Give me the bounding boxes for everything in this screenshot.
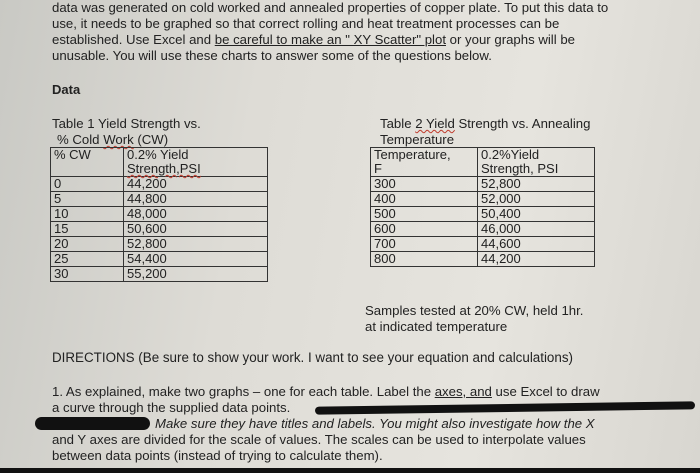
table1-yield-cell: 48,000	[124, 207, 268, 222]
table2-header-row	[371, 148, 595, 177]
table2-col2-header-line-2: Strength, PSI	[481, 161, 559, 176]
directions-item1-part-c: use Excel to draw	[491, 384, 600, 399]
table-row	[51, 267, 268, 282]
intro-line-2: use, it needs to be graphed so that correct rolling and heat treatment processes can be	[52, 16, 560, 31]
table1-cw-cell: 15	[51, 222, 124, 237]
table2-temp-cell: 300	[371, 177, 478, 192]
table1-title-part-c: (CW)	[133, 132, 169, 147]
table2-yield-cell: 52,800	[478, 177, 595, 192]
directions-item1-part-a: 1. As explained, make two graphs – one for each table. Label the	[52, 384, 435, 399]
table1-yield-cell: 54,400	[124, 252, 268, 267]
table2-temp-cell: 700	[371, 237, 478, 252]
table1-yield-cell: 55,200	[124, 267, 268, 282]
table1-cw-cell: 20	[51, 237, 124, 252]
redaction-marker-1	[315, 401, 695, 414]
directions-item1-line-4: and Y axes are divided for the scale of values. The scales can be used to interpolate values	[52, 432, 586, 447]
table2-col2-header	[478, 148, 595, 177]
table-row	[371, 207, 595, 222]
table1-cw-cell: 0	[51, 177, 124, 192]
table1-title-line-2	[57, 132, 168, 148]
table2-yield-cell: 44,200	[478, 252, 595, 267]
table2-note-line-1: Samples tested at 20% CW, held 1hr.	[365, 303, 584, 318]
table2-temp-cell: 400	[371, 192, 478, 207]
table-row	[51, 177, 268, 192]
table-row	[51, 252, 268, 267]
table1-yield-cell: 44,200	[124, 177, 268, 192]
table1-col2-header	[124, 148, 268, 177]
bottom-edge-shadow	[0, 468, 700, 473]
table2-title-line-1	[380, 116, 590, 132]
table2-title-part-b: 2 Yield	[415, 116, 455, 131]
intro-line-3	[52, 32, 575, 48]
table-row	[371, 192, 595, 207]
table-row	[371, 252, 595, 267]
table1-cw-cell: 5	[51, 192, 124, 207]
directions-item1-line-2: a curve through the supplied data points.	[52, 400, 291, 415]
table2-yield-cell: 44,600	[478, 237, 595, 252]
table2-yield-cell: 46,000	[478, 222, 595, 237]
table1-cw-cell: 25	[51, 252, 124, 267]
table1-title-part-a: % Cold	[57, 132, 104, 147]
intro-line-4: unusable. You will use these charts to answer some of the questions below.	[52, 48, 492, 63]
table2-col2-header-line-1: 0.2%Yield	[481, 147, 540, 162]
table1-col1-header: % CW	[51, 148, 124, 177]
table1-title-line-1: Table 1 Yield Strength vs.	[52, 116, 201, 131]
table2-yield-cell: 52,000	[478, 192, 595, 207]
table1-cw-cell: 30	[51, 267, 124, 282]
table2-temp-cell: 800	[371, 252, 478, 267]
redaction-marker-2	[35, 417, 150, 430]
table-row	[371, 237, 595, 252]
data-heading: Data	[52, 82, 81, 97]
intro-line-1: data was generated on cold worked and annealed properties of copper plate. To put this data to	[52, 0, 609, 15]
table1-yield-cell: 50,600	[124, 222, 268, 237]
table2-col1-header	[371, 148, 478, 177]
table2-title-part-c: Strength vs. Annealing	[454, 116, 591, 131]
table-row	[51, 237, 268, 252]
table-row	[371, 222, 595, 237]
intro-line-3-end: or your graphs will be	[445, 32, 575, 47]
table1-col2-header-line-2: Strength,PSI	[127, 161, 201, 176]
table2-temp-cell: 500	[371, 207, 478, 222]
table1	[50, 147, 268, 282]
table-row	[51, 192, 268, 207]
table2-yield-cell: 50,400	[478, 207, 595, 222]
table2-col1-header-line-2: F	[374, 161, 382, 176]
table2-col1-header-line-1: Temperature,	[374, 147, 451, 162]
directions-item1-line-1	[52, 384, 600, 400]
table-row	[371, 177, 595, 192]
directions-item1-line-3: Make sure they have titles and labels. You might also investigate how the X	[155, 416, 595, 431]
table-row	[51, 207, 268, 222]
table1-col2-header-line-1: 0.2% Yield	[127, 147, 189, 162]
table1-title-part-b: Work	[103, 132, 134, 147]
table1-cw-cell: 10	[51, 207, 124, 222]
intro-line-3-start: established. Use Excel and	[52, 32, 215, 47]
table1-yield-cell: 52,800	[124, 237, 268, 252]
directions-item1-line-5: between data points (instead of trying to calculate them).	[52, 448, 383, 463]
table2-title-line-2: Temperature	[380, 132, 455, 147]
table-row	[51, 222, 268, 237]
table2	[370, 147, 595, 267]
intro-xy-scatter-emphasis: be careful to make an " XY Scatter" plot	[214, 32, 446, 47]
directions-heading: DIRECTIONS (Be sure to show your work. I want to see your equation and calculations)	[52, 350, 573, 365]
table2-title-part-a: Table	[380, 116, 416, 131]
table2-temp-cell: 600	[371, 222, 478, 237]
table1-yield-cell: 44,800	[124, 192, 268, 207]
table1-header-row	[51, 148, 268, 177]
directions-item1-part-b: axes, and	[434, 384, 492, 399]
table2-note-line-2: at indicated temperature	[365, 319, 508, 334]
